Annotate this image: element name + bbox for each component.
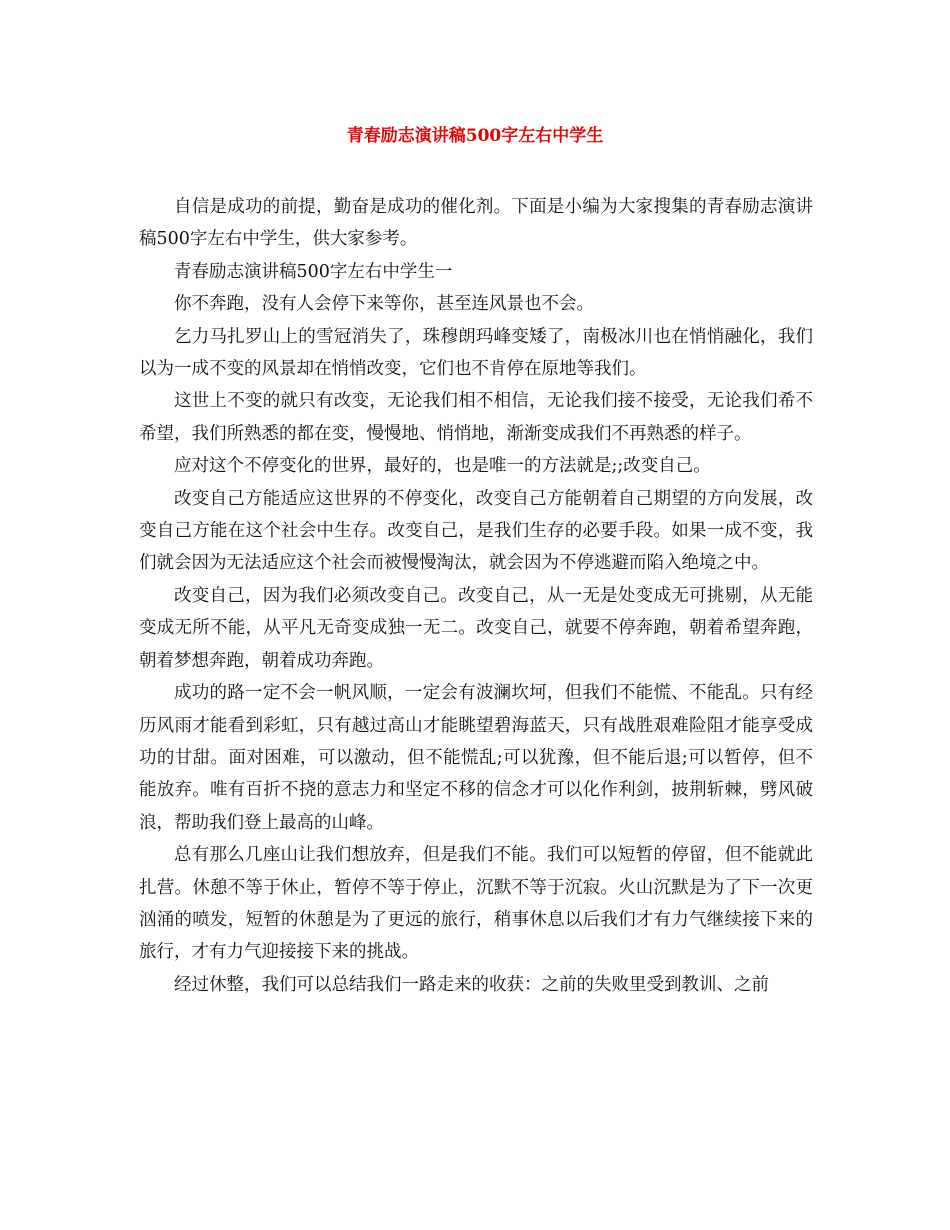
paragraph: 自信是成功的前提，勤奋是成功的催化剂。下面是小编为大家搜集的青春励志演讲稿500字左右中学生，供大家参考。 [139,197,813,250]
paragraph: 乞力马扎罗山上的雪冠消失了，珠穆朗玛峰变矮了，南极冰川也在悄悄融化，我们以为一成不变的风景却在悄悄改变，它们也不肯停在原地等我们。 [139,326,813,380]
document-title: 青春励志演讲稿500字左右中学生 [346,126,604,146]
paragraph: 经过休整，我们可以总结我们一路走来的收获：之前的失败里受到教训、之前 [174,974,769,995]
paragraph: 这世上不变的就只有改变，无论我们相不相信，无论我们接不接受，无论我们希不希望，我们所熟悉的都在变，慢慢地、悄悄地，渐渐变成我们不再熟悉的样子。 [139,391,813,444]
paragraph: 总有那么几座山让我们想放弃，但是我们不能。我们可以短暂的停留，但不能就此扎营。休憩不等于休止，暂停不等于停止，沉默不等于沉寂。火山沉默是为了下一次更汹涌的喷发，短暂的休憩是为了更远的旅行，稍事休息以后我们才有力气继续接下来的旅行，才有力气迎接接下来的挑战。 [139,845,813,963]
paragraph: 改变自己方能适应这世界的不停变化，改变自己方能朝着自己期望的方向发展，改变自己方能在这个社会中生存。改变自己，是我们生存的必要手段。如果一成不变，我们就会因为无法适应这个社会而被慢慢淘汰，就会因为不停逃避而陷入绝境之中。 [139,488,813,574]
paragraph: 应对这个不停变化的世界，最好的，也是唯一的方法就是;;改变自己。 [174,456,711,477]
paragraph: 成功的路一定不会一帆风顺，一定会有波澜坎坷，但我们不能慌、不能乱。只有经历风雨才能看到彩虹，只有越过高山才能眺望碧海蓝天，只有战胜艰难险阻才能享受成功的甘甜。面对困难，可以激动，但不能慌乱;可以犹豫，但不能后退;可以暂停，但不能放弃。唯有百折不挠的意志力和坚定不移的信念才可以化作利剑，披荆斩棘，劈风破浪，帮助我们登上最高的山峰。 [139,683,813,833]
section-heading: 青春励志演讲稿500字左右中学生一 [174,261,453,282]
paragraph: 改变自己，因为我们必须改变自己。改变自己，从一无是处变成无可挑剔，从无能变成无所不能，从平凡无奇变成独一无二。改变自己，就要不停奔跑，朝着希望奔跑，朝着梦想奔跑，朝着成功奔跑。 [139,585,813,671]
document-body [139,191,813,1001]
paragraph: 你不奔跑，没有人会停下来等你，甚至连风景也不会。 [174,294,594,315]
